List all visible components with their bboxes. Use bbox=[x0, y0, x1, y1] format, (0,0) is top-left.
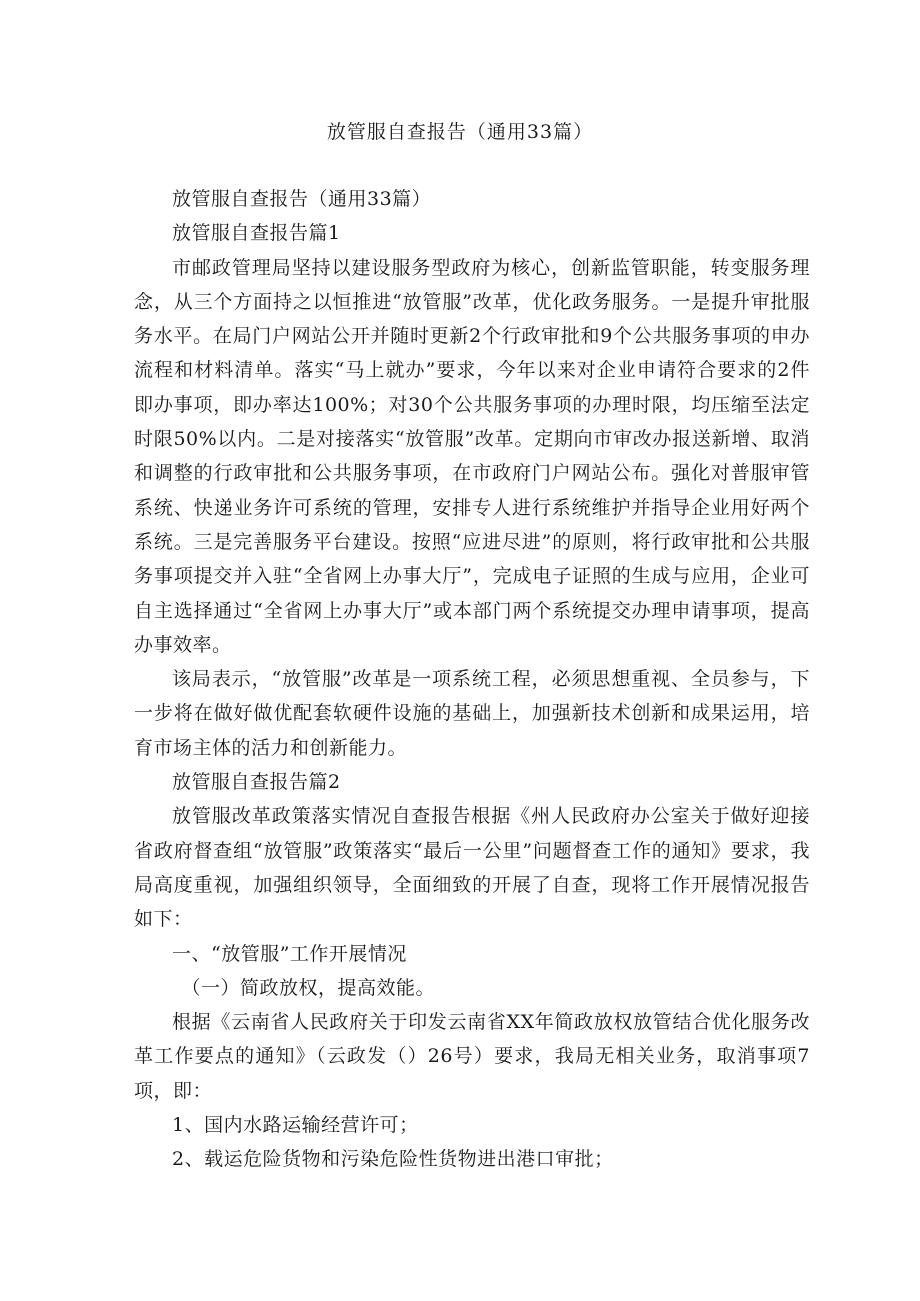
body-paragraph: 该局表示，“放管服”改革是一项系统工程，必须思想重视、全员参与，下一步将在做好做优配套软硬件设施的基础上，加强新技术创新和成果运用，培育市场主体的活力和创新能力。 bbox=[134, 668, 810, 759]
document-title: 放管服自查报告（通用33篇） bbox=[326, 121, 594, 143]
section-heading-2: 放管服自查报告篇2 bbox=[172, 771, 341, 794]
document-body bbox=[134, 182, 810, 1177]
body-paragraph: 放管服改革政策落实情况自查报告根据《州人民政府办公室关于做好迎接省政府督查组“放管服”政策落实“最后一公里”问题督查工作的通知》要求，我局高度重视，加强组织领导，全面细致的开展了自查，现将工作开展情况报告如下： bbox=[134, 805, 810, 931]
body-paragraph: 市邮政管理局坚持以建设服务型政府为核心，创新监管职能，转变服务理念，从三个方面持之以恒推进“放管服”改革，优化政务服务。一是提升审批服务水平。在局门户网站公开并随时更新2个行政审批和9个公共服务事项的申办流程和材料清单。落实“马上就办”要求，今年以来对企业申请符合要求的2件即办事项，即办率达100%；对30个公共服务事项的办理时限，均压缩至法定时限50%以内。二是对接落实“放管服”改革。定期向市审改办报送新增、取消和调整的行政审批和公共服务事项，在市政府门户网站公布。强化对普服审管系统、快递业务许可系统的管理，安排专人进行系统维护并指导企业用好两个系统。三是完善服务平台建设。按照“应进尽进”的原则，将行政审批和公共服务事项提交并入驻“全省网上办事大厅”，完成电子证照的生成与应用，企业可自主选择通过“全省网上办事大厅”或本部门两个系统提交办理申请事项，提高办事效率。 bbox=[134, 256, 810, 656]
list-item: 1、国内水路运输经营许可； bbox=[172, 1114, 419, 1137]
body-paragraph: 根据《云南省人民政府关于印发云南省XX年简政放权放管结合优化服务改革工作要点的通知》（云政发（）26号）要求，我局无相关业务，取消事项7项，即： bbox=[134, 1011, 810, 1102]
subsection-heading: （一）简政放权，提高效能。 bbox=[181, 976, 436, 999]
subtitle-paragraph: 放管服自查报告（通用33篇） bbox=[172, 188, 432, 210]
list-item: 2、载运危险货物和污染危险性货物进出港口审批； bbox=[172, 1148, 614, 1171]
subsection-heading: 一、“放管服”工作开展情况 bbox=[172, 942, 407, 965]
section-heading-1: 放管服自查报告篇1 bbox=[172, 222, 341, 245]
